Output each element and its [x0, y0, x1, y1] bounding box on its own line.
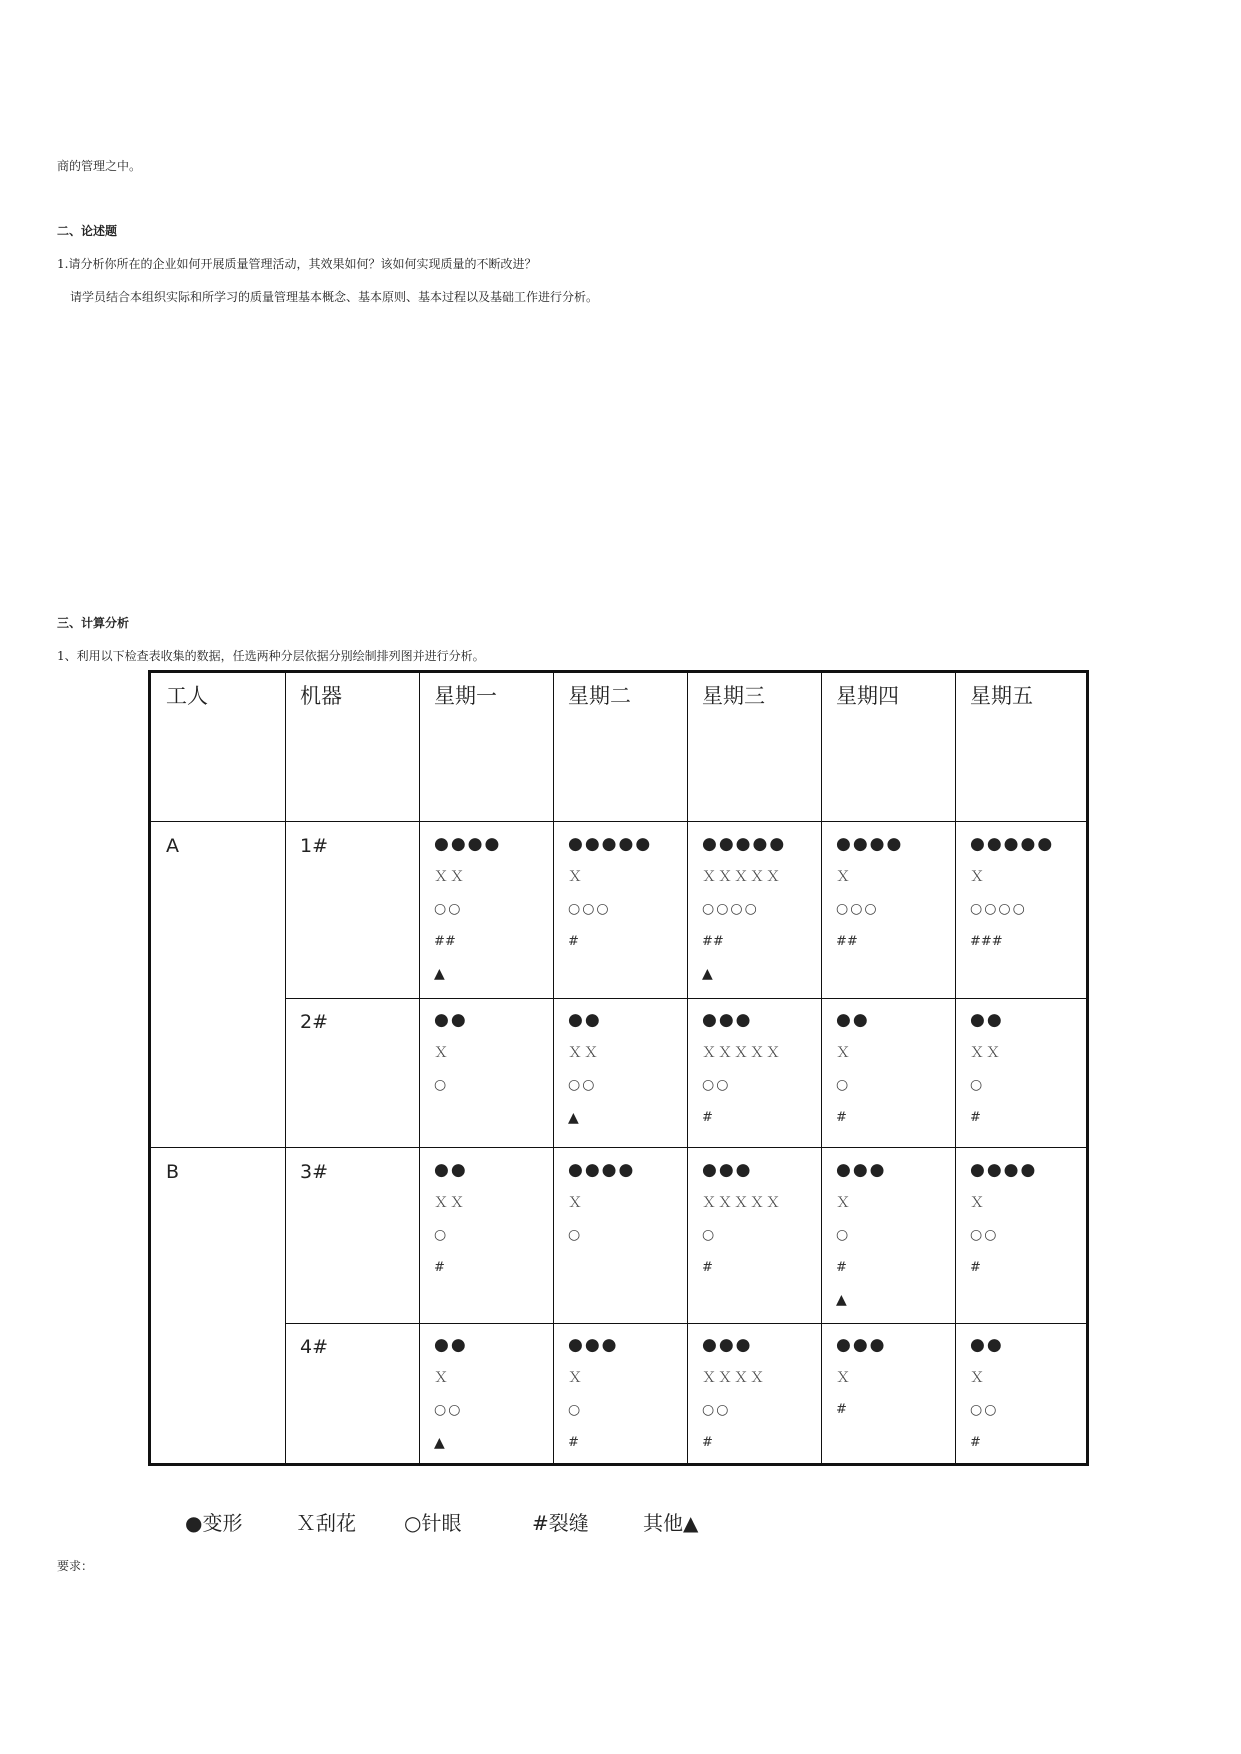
header-friday: 星期五	[970, 684, 1033, 708]
defect-marks: ▲	[702, 966, 713, 982]
defect-marks: Ｘ	[836, 1044, 852, 1061]
defect-marks: ●●●●	[836, 834, 904, 854]
defect-marks: ●●●●●	[568, 834, 653, 854]
defect-marks: Ｘ	[568, 1194, 584, 1211]
defect-cell	[702, 1334, 766, 1464]
defect-marks: ●●●	[702, 1160, 753, 1180]
defect-marks: ###	[970, 933, 1003, 949]
defect-cell	[970, 1334, 1004, 1464]
defect-cell	[702, 1009, 782, 1139]
defect-cell	[702, 1159, 782, 1289]
table-row-divider	[285, 998, 1086, 999]
defect-marks: ＸＸＸＸＸ	[702, 1044, 782, 1061]
defect-marks: ○	[702, 1227, 717, 1243]
defect-marks: ○○	[702, 1077, 731, 1093]
defect-marks: ●●	[434, 1335, 468, 1355]
defect-marks: ○	[434, 1077, 449, 1093]
defect-marks: ○○○	[836, 901, 879, 917]
defect-marks: ●●●	[836, 1160, 887, 1180]
defect-marks: #	[702, 1259, 713, 1275]
requirement-label: 要求：	[57, 1559, 94, 1573]
defect-marks: ○	[836, 1077, 851, 1093]
section-2-title: 二、论述题	[57, 224, 118, 238]
defect-marks: ●●●●	[568, 1160, 636, 1180]
defect-cell	[434, 1009, 468, 1107]
table-row-divider	[151, 821, 1086, 822]
defect-marks: ##	[434, 933, 456, 949]
defect-marks: ○○○	[568, 901, 611, 917]
defect-cell	[702, 833, 786, 996]
defect-marks: ●●●●●	[970, 834, 1055, 854]
defect-marks: Ｘ	[836, 868, 852, 885]
defect-marks: Ｘ	[434, 1369, 450, 1386]
defect-cell	[434, 833, 501, 996]
defect-cell	[970, 833, 1054, 963]
table-column-divider	[955, 673, 956, 1463]
table-row-divider	[285, 1323, 1086, 1324]
defect-marks: Ｘ	[434, 1044, 450, 1061]
defect-marks: ●●	[970, 1010, 1004, 1030]
defect-marks: ＸＸ	[970, 1044, 1002, 1061]
machine-label: 3#	[300, 1161, 329, 1183]
defect-marks: Ｘ	[568, 868, 584, 885]
defect-cell	[836, 1159, 887, 1322]
continuation-text: 商的管理之中。	[57, 159, 142, 173]
table-row-divider	[151, 1147, 1086, 1148]
defect-marks: ○	[970, 1077, 985, 1093]
defect-marks: #	[970, 1109, 981, 1125]
defect-marks: #	[970, 1259, 981, 1275]
defect-marks: ○	[836, 1227, 851, 1243]
defect-marks: #	[970, 1434, 981, 1450]
defect-marks: ▲	[434, 966, 445, 982]
defect-marks: ●●●●	[434, 834, 502, 854]
defect-marks: ○○	[434, 1402, 463, 1418]
header-machine: 机器	[300, 684, 342, 708]
worker-label: B	[166, 1161, 180, 1183]
defect-cell	[836, 833, 903, 963]
legend-deform: ●变形	[185, 1511, 243, 1535]
defect-marks: ○○	[702, 1402, 731, 1418]
header-worker: 工人	[166, 684, 208, 708]
defect-marks: ＸＸ	[568, 1044, 600, 1061]
table-column-divider	[687, 673, 688, 1463]
calc-question-1: 1、利用以下检查表收集的数据，任选两种分层依据分别绘制排列图并进行分析。	[57, 649, 485, 663]
defect-marks: ●●	[836, 1010, 870, 1030]
machine-label: 4#	[300, 1336, 329, 1358]
defect-cell	[836, 1009, 870, 1139]
defect-marks: Ｘ	[970, 868, 986, 885]
check-sheet-table	[148, 670, 1089, 1466]
defect-cell	[434, 1159, 468, 1289]
defect-marks: ○○○○	[702, 901, 759, 917]
question-1: 1.请分析你所在的企业如何开展质量管理活动，其效果如何？该如何实现质量的不断改进？	[57, 257, 537, 271]
header-monday: 星期一	[434, 684, 497, 708]
worker-label: A	[166, 835, 179, 857]
defect-cell	[970, 1009, 1004, 1139]
defect-marks: ●●●	[702, 1335, 753, 1355]
defect-cell	[568, 1009, 602, 1139]
question-1-hint: 请学员结合本组织实际和所学习的质量管理基本概念、基本原则、基本过程以及基础工作进行分析。	[70, 290, 599, 304]
defect-marks: #	[568, 933, 579, 949]
defect-marks: #	[702, 1109, 713, 1125]
defect-marks: ○	[434, 1227, 449, 1243]
defect-marks: ##	[702, 933, 724, 949]
defect-marks: ○○	[970, 1402, 999, 1418]
defect-marks: ●●●●●	[702, 834, 787, 854]
defect-marks: ○○	[970, 1227, 999, 1243]
defect-marks: ▲	[434, 1434, 445, 1451]
defect-marks: ●●	[434, 1010, 468, 1030]
defect-marks: ○○	[434, 901, 463, 917]
header-wednesday: 星期三	[702, 684, 765, 708]
defect-marks: Ｘ	[568, 1369, 584, 1386]
table-column-divider	[553, 673, 554, 1463]
defect-marks: ●●	[568, 1010, 602, 1030]
defect-marks: ●●●	[702, 1010, 753, 1030]
defect-marks: ○	[568, 1402, 583, 1418]
defect-marks: ○○○○	[970, 901, 1027, 917]
defect-cell	[568, 833, 652, 963]
defect-cell	[434, 1334, 468, 1464]
defect-marks: ▲	[568, 1109, 579, 1126]
defect-marks: #	[836, 1402, 847, 1417]
defect-marks: ▲	[836, 1292, 847, 1308]
defect-marks: #	[702, 1434, 713, 1450]
defect-marks: ○	[568, 1227, 583, 1243]
defect-marks: ##	[836, 933, 858, 949]
defect-marks: ＸＸ	[434, 868, 466, 885]
defect-cell	[568, 1159, 635, 1257]
defect-marks: Ｘ	[836, 1369, 852, 1386]
defect-cell	[836, 1334, 887, 1432]
defect-marks: ●●	[434, 1160, 468, 1180]
defect-cell	[568, 1334, 619, 1464]
defect-marks: ＸＸＸＸ	[702, 1369, 766, 1386]
legend-other: 其他▲	[643, 1511, 699, 1535]
defect-marks: #	[434, 1259, 445, 1275]
table-column-divider	[821, 673, 822, 1463]
defect-marks: #	[836, 1259, 847, 1275]
defect-marks: ●●●	[836, 1335, 887, 1355]
legend-scratch: Ｘ刮花	[296, 1511, 356, 1535]
defect-marks: Ｘ	[970, 1369, 986, 1386]
defect-marks: #	[836, 1109, 847, 1125]
section-3-title: 三、计算分析	[57, 616, 130, 630]
header-thursday: 星期四	[836, 684, 899, 708]
defect-marks: ●●●	[568, 1335, 619, 1355]
table-column-divider	[419, 673, 420, 1463]
defect-marks: ○○	[568, 1077, 597, 1093]
defect-marks: ＸＸ	[434, 1194, 466, 1211]
legend-pinhole: ○针眼	[404, 1511, 462, 1535]
table-column-divider	[285, 673, 286, 1463]
machine-label: 2#	[300, 1011, 329, 1033]
defect-marks: ＸＸＸＸＸ	[702, 868, 782, 885]
legend-crack: #裂缝	[532, 1511, 589, 1535]
defect-marks: Ｘ	[970, 1194, 986, 1211]
header-tuesday: 星期二	[568, 684, 631, 708]
defect-marks: #	[568, 1434, 579, 1450]
machine-label: 1#	[300, 835, 329, 857]
defect-marks: ＸＸＸＸＸ	[702, 1194, 782, 1211]
defect-marks: ●●●●	[970, 1160, 1038, 1180]
defect-marks: Ｘ	[836, 1194, 852, 1211]
defect-cell	[970, 1159, 1037, 1289]
defect-marks: ●●	[970, 1335, 1004, 1355]
